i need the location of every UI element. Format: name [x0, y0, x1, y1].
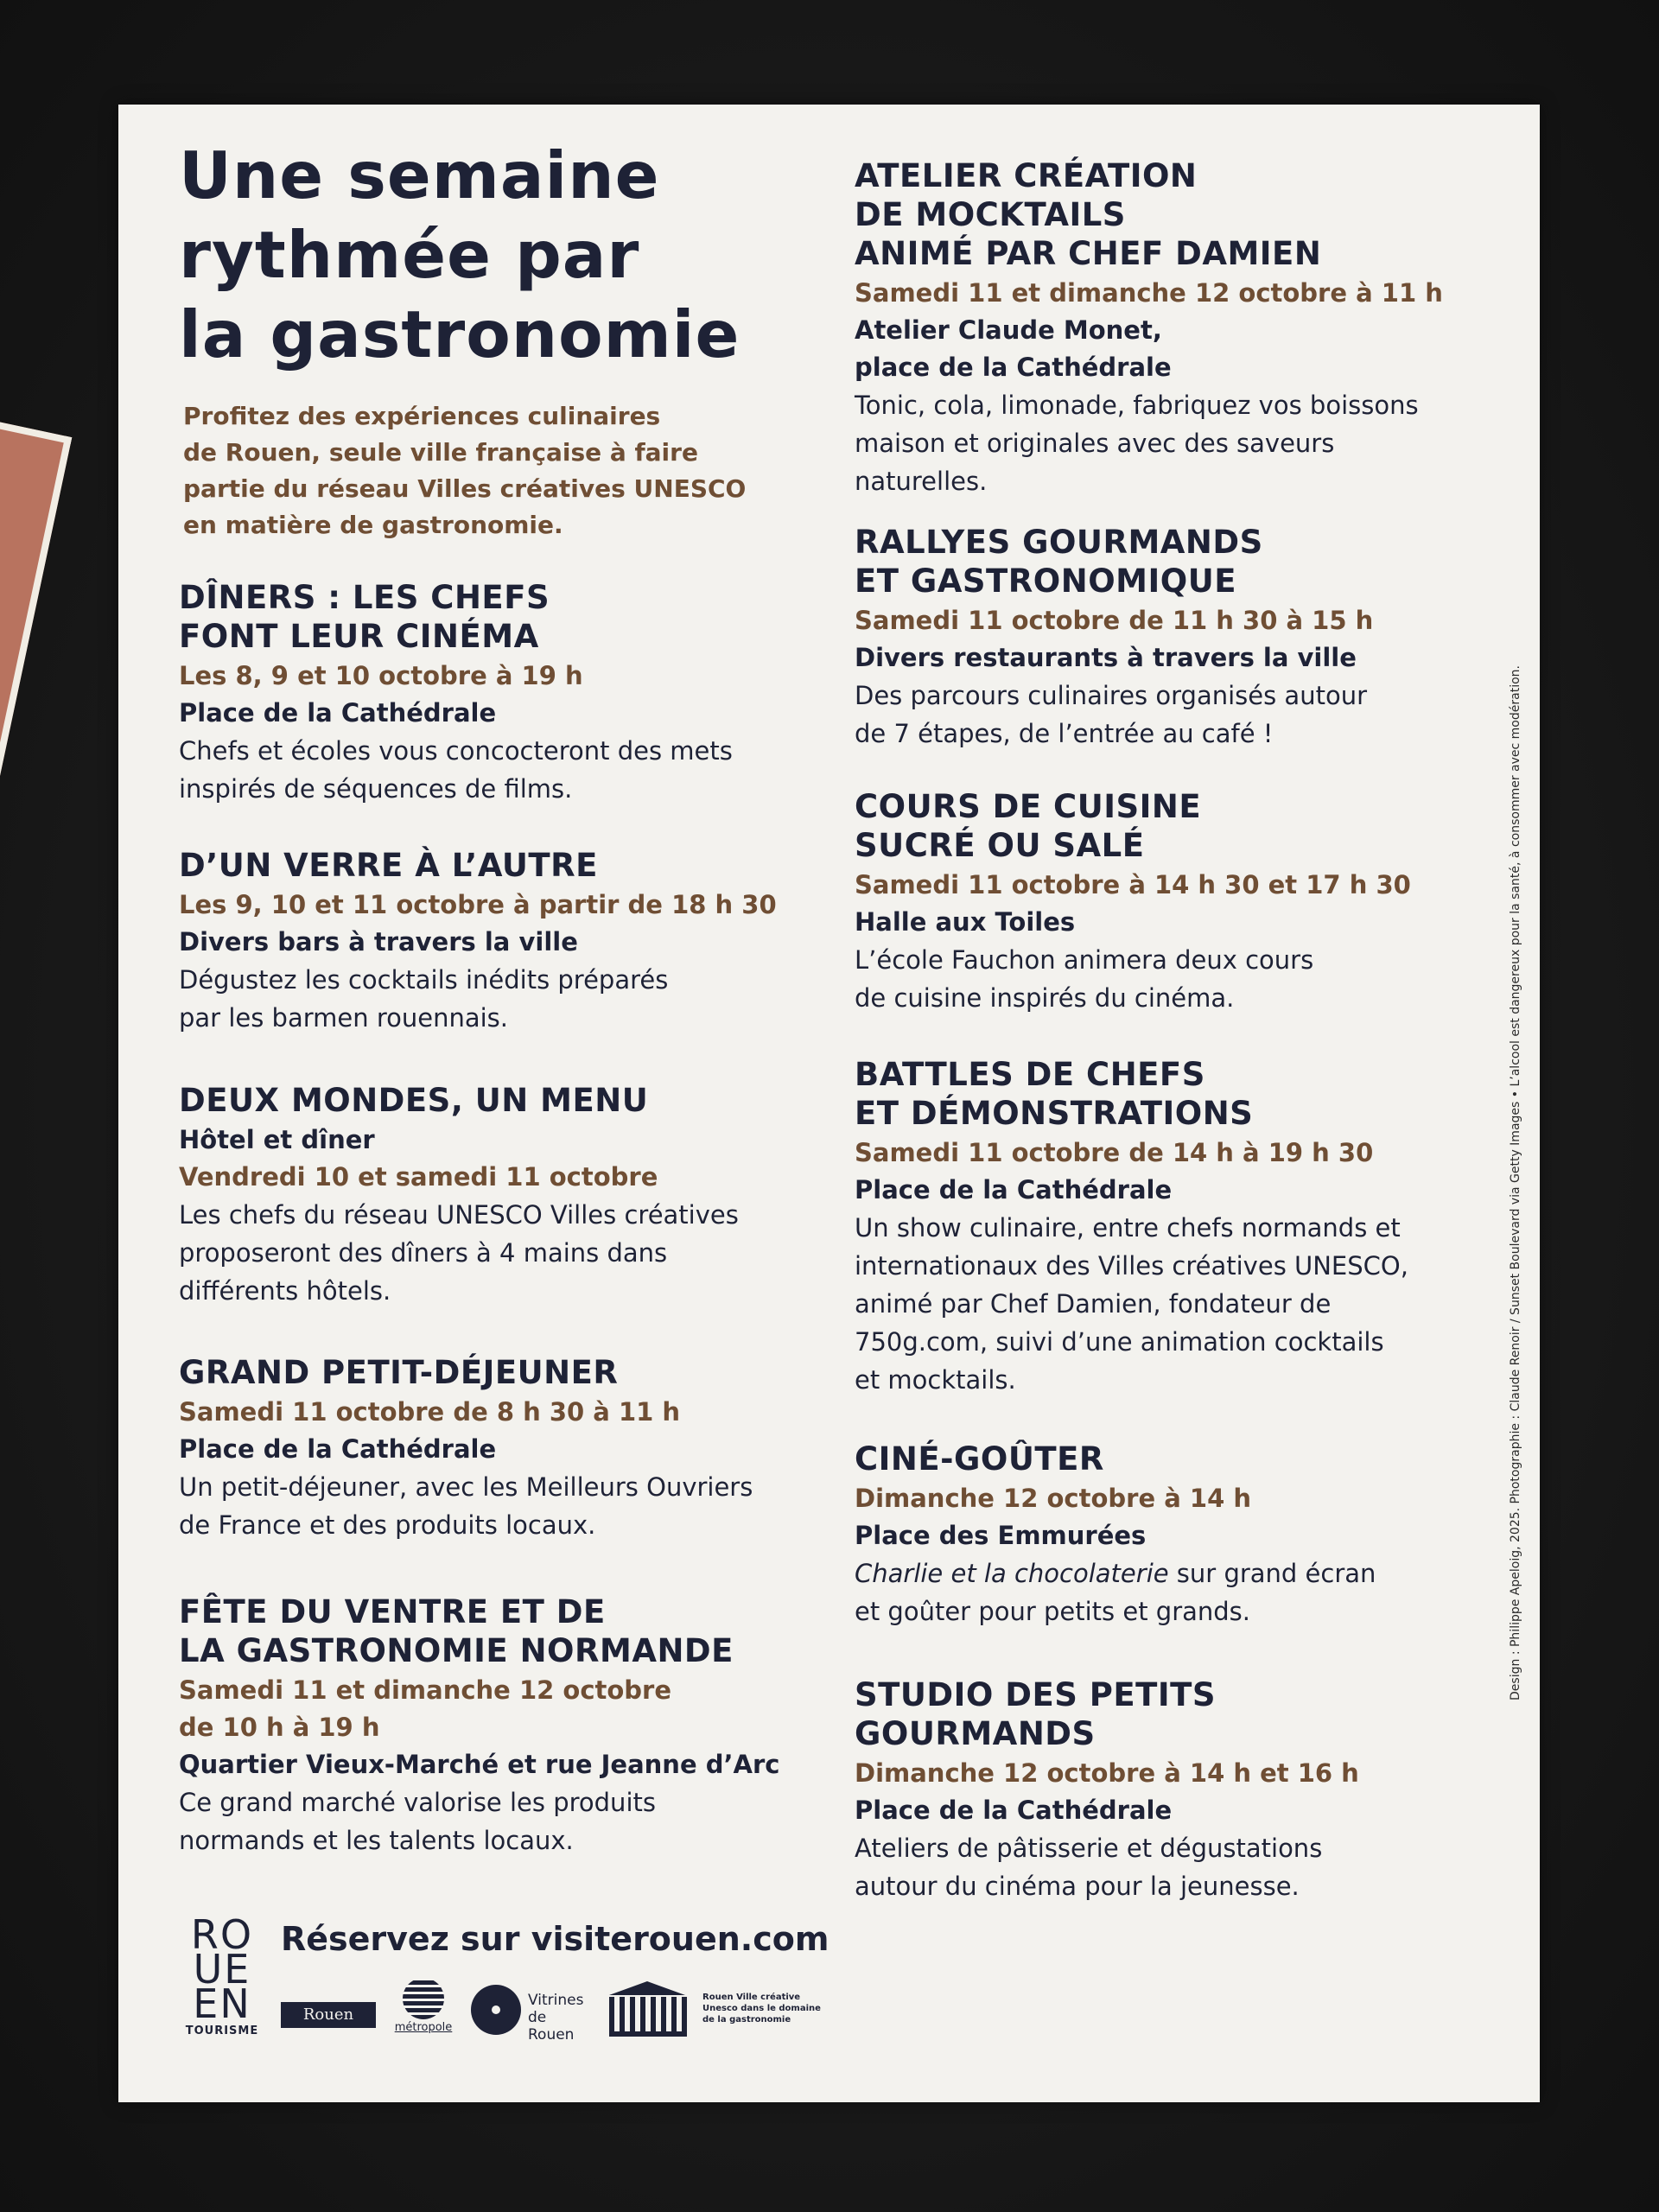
- event-battles: [855, 1055, 1580, 1399]
- intro-text: [183, 398, 805, 543]
- event-verre: [179, 846, 836, 1037]
- event-title: D’UN VERRE À L’AUTRE: [179, 847, 598, 884]
- event-description: L’école Fauchon animera deux cours de cuisine inspirés du cinéma.: [855, 945, 1314, 1013]
- event-title: FÊTE DU VENTRE ET DE LA GASTRONOMIE NORMANDE: [179, 1593, 734, 1669]
- event-place: Divers restaurants à travers la ville: [855, 643, 1357, 672]
- event-date: Samedi 11 octobre de 14 h à 19 h 30: [855, 1138, 1374, 1167]
- event-title: BATTLES DE CHEFS ET DÉMONSTRATIONS: [855, 1056, 1254, 1132]
- intro-line: en matière de gastronomie.: [183, 511, 563, 539]
- photo-credit: Design : Philippe Apeloig, 2025. Photographie : Claude Renoir / Sunset Boulevard via Getty Images • L’alcool est dangereux pour la santé, à consommer avec modération.: [1509, 665, 1522, 1700]
- reserve-link-text: Réservez sur visiterouen.com: [281, 1920, 830, 1958]
- event-description: Charlie et la chocolaterie sur grand écran et goûter pour petits et grands.: [855, 1559, 1376, 1626]
- event-title: CINÉ-GOÛTER: [855, 1440, 1104, 1478]
- event-place: Halle aux Toiles: [855, 907, 1076, 937]
- event-date: Samedi 11 et dimanche 12 octobre de 10 h à 19 h: [179, 1675, 672, 1742]
- headline: [179, 136, 740, 374]
- event-title: DEUX MONDES, UN MENU: [179, 1082, 649, 1119]
- event-date: Vendredi 10 et samedi 11 octobre: [179, 1162, 658, 1192]
- event-date: Samedi 11 et dimanche 12 octobre à 11 h: [855, 278, 1443, 308]
- intro-line: partie du réseau Villes créatives UNESCO: [183, 474, 747, 503]
- rouen-tourisme-logo: RO UE EN TOURISME: [185, 1911, 259, 2037]
- intro-line: Profitez des expériences culinaires: [183, 402, 661, 430]
- metropole-logo: métropole: [393, 1978, 454, 2034]
- event-subtitle: Hôtel et dîner: [179, 1125, 375, 1154]
- event-cine-gouter: [855, 1440, 1580, 1630]
- event-place: Divers bars à travers la ville: [179, 927, 578, 957]
- event-description: Chefs et écoles vous concocteront des mets inspirés de séquences de films.: [179, 736, 733, 804]
- temple-icon: [609, 1981, 685, 1995]
- event-rallyes: [855, 523, 1580, 753]
- film-title: Charlie et la chocolaterie: [855, 1559, 1169, 1588]
- event-place: Quartier Vieux-Marché et rue Jeanne d’Arc: [179, 1750, 780, 1779]
- event-date: Les 8, 9 et 10 octobre à 19 h: [179, 661, 583, 690]
- globe-icon: [403, 1978, 444, 2019]
- event-description: Un show culinaire, entre chefs normands et internationaux des Villes créatives UNESCO, animé par Chef Damien, fondateur de 750g.com, suivi d’une animation cocktails et mocktails.: [855, 1213, 1408, 1395]
- event-date: Dimanche 12 octobre à 14 h: [855, 1484, 1251, 1513]
- event-description: Un petit-déjeuner, avec les Meilleurs Ouvriers de France et des produits locaux.: [179, 1472, 753, 1540]
- headline-line: la gastronomie: [179, 296, 741, 372]
- event-title: ATELIER CRÉATION DE MOCKTAILS ANIMÉ PAR CHEF DAMIEN: [855, 157, 1322, 272]
- event-place: Place de la Cathédrale: [179, 1434, 497, 1464]
- event-place: Place de la Cathédrale: [855, 1175, 1173, 1205]
- event-place: Place des Emmurées: [855, 1521, 1147, 1550]
- event-description: Tonic, cola, limonade, fabriquez vos boissons maison et originales avec des saveurs naturelles.: [855, 391, 1419, 496]
- event-description: Des parcours culinaires organisés autour de 7 étapes, de l’entrée au café !: [855, 681, 1367, 748]
- footer: [179, 1911, 870, 2073]
- event-description: Ce grand marché valorise les produits normands et les talents locaux.: [179, 1788, 656, 1855]
- event-cours-cuisine: [855, 787, 1580, 1017]
- headline-line: rythmée par: [179, 217, 640, 293]
- event-mocktails: [855, 156, 1580, 500]
- event-date: Samedi 11 octobre de 11 h 30 à 15 h: [855, 606, 1374, 635]
- event-description: Les chefs du réseau UNESCO Villes créatives proposeront des dîners à 4 mains dans différents hôtels.: [179, 1200, 739, 1306]
- event-date: Dimanche 12 octobre à 14 h et 16 h: [855, 1758, 1359, 1788]
- disc-icon: [471, 1985, 521, 2035]
- event-diners: [179, 578, 836, 808]
- event-date: Samedi 11 octobre à 14 h 30 et 17 h 30: [855, 870, 1411, 899]
- event-deux-mondes: [179, 1081, 836, 1310]
- event-fete-du-ventre: [179, 1592, 836, 1859]
- event-description: Dégustez les cocktails inédits préparés par les barmen rouennais.: [179, 965, 669, 1033]
- headline-line: Une semaine: [179, 137, 660, 213]
- event-title: GRAND PETIT-DÉJEUNER: [179, 1354, 619, 1391]
- event-title: COURS DE CUISINE SUCRÉ OU SALÉ: [855, 788, 1202, 864]
- partner-logos: Rouen métropole Vitrines de Rouen Rouen Ville créative Unesco dans le domaine de la gastronomie: [281, 1978, 886, 2047]
- event-title: RALLYES GOURMANDS ET GASTRONOMIQUE: [855, 524, 1263, 600]
- event-title: DÎNERS : LES CHEFS FONT LEUR CINÉMA: [179, 579, 550, 655]
- event-date: Samedi 11 octobre de 8 h 30 à 11 h: [179, 1397, 681, 1427]
- event-petit-dejeuner: [179, 1353, 836, 1544]
- adjacent-card: [0, 415, 72, 806]
- unesco-logo: [609, 1981, 687, 2038]
- unesco-caption: Rouen Ville créative Unesco dans le domaine de la gastronomie: [702, 1993, 821, 2024]
- event-place: Place de la Cathédrale: [179, 698, 497, 728]
- intro-line: de Rouen, seule ville française à faire: [183, 438, 698, 467]
- event-place: Place de la Cathédrale: [855, 1796, 1173, 1825]
- event-studio: [855, 1675, 1580, 1905]
- event-place: Atelier Claude Monet, place de la Cathédrale: [855, 315, 1172, 382]
- event-description: Ateliers de pâtisserie et dégustations autour du cinéma pour la jeunesse.: [855, 1834, 1323, 1901]
- event-title: STUDIO DES PETITS GOURMANDS: [855, 1676, 1217, 1752]
- event-date: Les 9, 10 et 11 octobre à partir de 18 h 30: [179, 890, 777, 919]
- rouen-logo: Rouen: [281, 2002, 376, 2028]
- flyer-card: [118, 105, 1540, 2102]
